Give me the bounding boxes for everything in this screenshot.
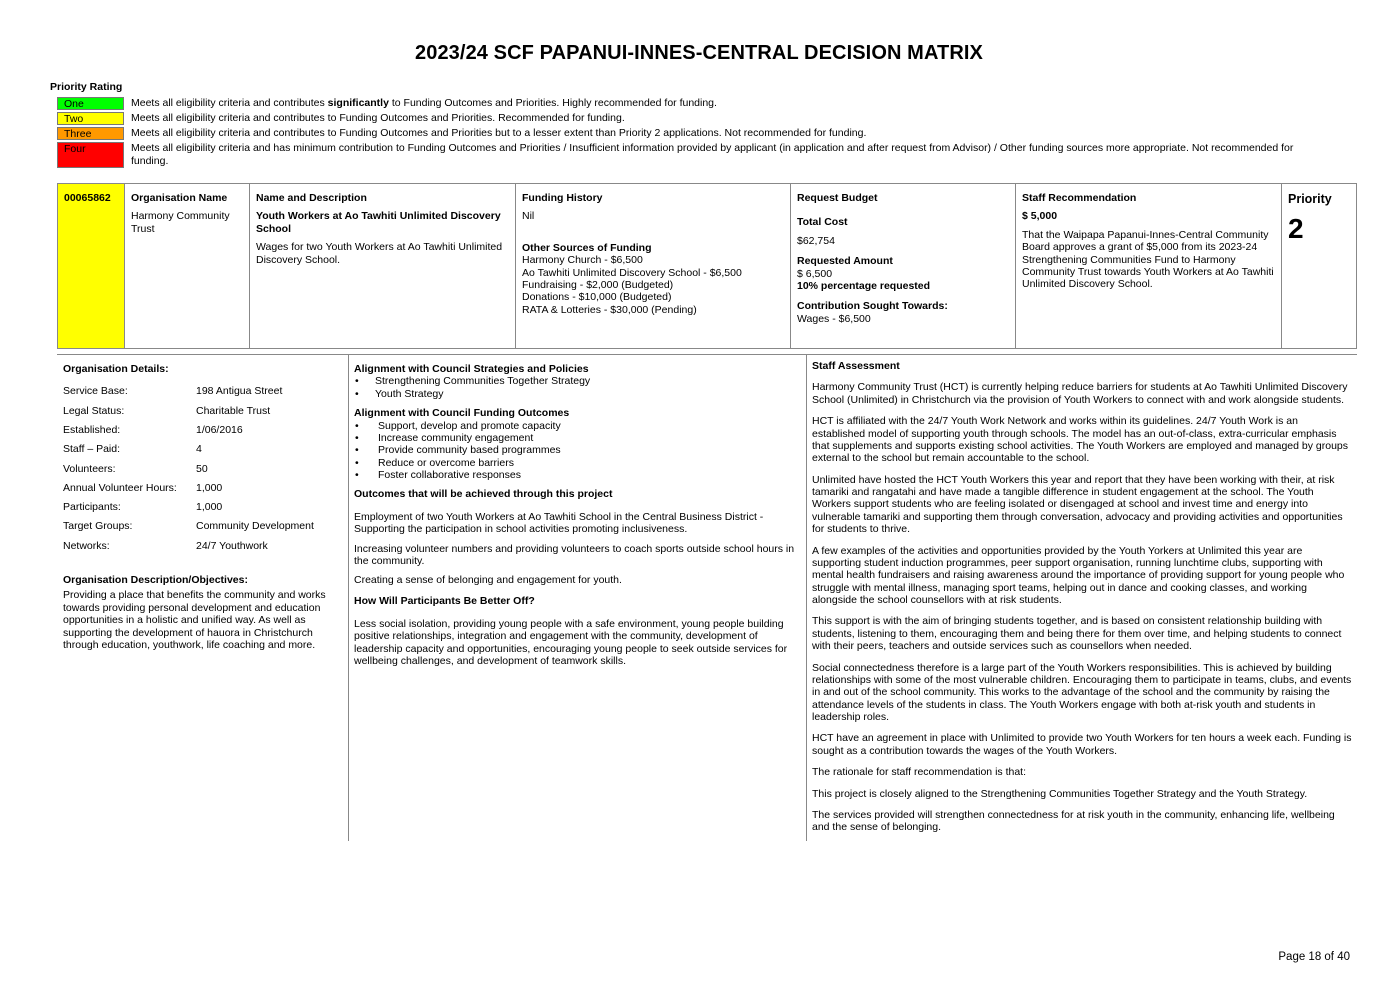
detail-row [63,540,338,559]
detail-value: Community Development [196,520,314,533]
detail-label: Annual Volunteer Hours: [63,481,177,494]
org-name-cell [125,184,250,348]
detail-row [63,463,338,482]
list-item: • Reduce or overcome barriers [354,457,801,469]
total-cost: $62,754 [797,234,835,247]
outcomes-list [354,420,801,482]
project-outcome: Increasing volunteer numbers and providing volunteers to coach sports outside school hours in the community. [354,542,795,567]
other-source-item: RATA & Lotteries - $30,000 (Pending) [522,303,697,316]
detail-row [63,443,338,462]
priority-rating-heading: Priority Rating [50,81,123,93]
request-budget-heading: Request Budget [797,192,878,204]
assessment-paragraph: Social connectedness therefore is a large part of the Youth Workers responsibilities. This is achieved by building relationships with some of the most vulnerable children. Encouraging them to participate in teams, clubs, and events in and out of the school community. This works to the advantage of the school and the community by raising the attendance levels of the students in class. The Youth Workers engage with both at-risk youth and students in leadership roles. [812,661,1352,723]
detail-label: Target Groups: [63,520,133,533]
org-name: Harmony Community Trust [131,210,230,235]
section-divider [57,354,1357,355]
legend-text-two: Meets all eligibility criteria and contributes to Funding Outcomes and Priorities. Recommended for funding. [131,112,625,124]
strategies-heading: Alignment with Council Strategies and Policies [354,363,589,375]
other-source-item: Ao Tawhiti Unlimited Discovery School - $6,500 [522,266,742,279]
org-description: Providing a place that benefits the community and works towards providing personal development and education opportunities in a holistic and unified way. As well as supporting the development of hauora in Christchurch through education, youthwork, life coaching and more. [63,589,326,651]
list-item: • Provide community based programmes [354,444,801,456]
other-source-item: Donations - $10,000 (Budgeted) [522,291,672,304]
detail-label: Staff – Paid: [63,443,121,456]
legend-row-one [57,97,1317,110]
detail-label: Service Base: [63,385,128,398]
organisation-details [63,363,338,651]
requested-amount: $ 6,500 [797,267,833,280]
priority-legend [57,97,1317,170]
name-description-cell [250,184,516,348]
priority-heading: Priority [1288,192,1332,206]
swatch-four: Four [57,142,124,168]
column-divider [806,355,807,841]
alignment-section [354,363,801,668]
legend-row-two [57,112,1317,125]
outcomes-heading: Alignment with Council Funding Outcomes [354,407,570,420]
staff-rec-amount: $ 5,000 [1022,210,1058,223]
detail-label: Legal Status: [63,404,125,417]
legend-row-four [57,142,1317,168]
swatch-three: Three [57,127,124,140]
requested-amount-heading: Requested Amount [797,255,893,268]
staff-recommendation-cell [1016,184,1282,348]
legend-row-three [57,127,1317,140]
detail-label: Volunteers: [63,462,116,475]
contribution-heading: Contribution Sought Towards: [797,300,948,313]
assessment-paragraph: HCT have an agreement in place with Unlimited to provide two Youth Workers for ten hours a week each. Funding is sought as a contribution towards the wages of the Youth Workers. [812,732,1352,757]
list-item: • Strengthening Communities Together Strategy [354,375,801,387]
list-item: • Increase community engagement [354,432,801,444]
assessment-paragraph: Unlimited have hosted the HCT Youth Workers this year and report that they have been working with their, at risk tamariki and rangatahi and have made a tangible difference in student engagement at the school. The Youth Workers support students who are feeling isolated or disengaged at school and invest time and energy into vulnerable tamariki and supporting them through conversation, advocacy and providing activities and opportunities for students to thrive. [812,473,1343,536]
detail-row [63,385,338,404]
priority-cell [1282,184,1356,348]
legend-text-bold: significantly [327,97,389,109]
legend-text-post: to Funding Outcomes and Priorities. Highly recommended for funding. [388,97,717,109]
contribution: Wages - $6,500 [797,312,871,325]
page-title: 2023/24 SCF PAPANUI-INNES-CENTRAL DECISION MATRIX [415,42,983,64]
staff-rec-text: That the Waipapa Papanui-Innes-Central Community Board approves a grant of $5,000 from its 2023-24 Strengthening Communities Fund to Harmony Community Trust towards Youth Workers at Ao Tawhiti Unlimited Discovery School. [1022,228,1274,291]
detail-value: 4 [196,443,202,456]
funding-history: Nil [522,210,535,223]
detail-label: Established: [63,423,121,436]
detail-value: 198 Antigua Street [196,385,283,398]
project-outcome: Creating a sense of belonging and engagement for youth. [354,574,622,587]
detail-row [63,405,338,424]
better-off-text: Less social isolation, providing young people with a safe environment, young people building positive relationships, integration and engagement with the community, development of leadership capacity and opportunities, encouraging young people to seek outside services for wellbeing challenges, and development of teamwork skills. [354,618,788,668]
assessment-paragraph: The rationale for staff recommendation is that: [812,766,1026,779]
legend-text-one [131,97,1317,110]
legend-text-three: Meets all eligibility criteria and contributes to Funding Outcomes and Priorities but to a lesser extent than Priority 2 applications. Not recommended for funding. [131,127,867,139]
detail-value: 1/06/2016 [196,423,243,436]
detail-value: 1,000 [196,481,223,494]
list-item: • Support, develop and promote capacity [354,420,801,432]
detail-row [63,482,338,501]
name-desc-heading: Name and Description [256,192,367,204]
strategies-list [354,375,801,400]
org-name-heading: Organisation Name [131,192,228,204]
detail-value: 24/7 Youthwork [196,539,268,552]
percentage-requested: 10% percentage requested [797,279,931,292]
assessment-paragraph: This support is with the aim of bringing students together, and is based on consistent relationship building with students, listening to them, encouraging them and being there for them over time, and helping students to connect with their peers, teachers and outside services such as counsellors when needed. [812,615,1342,653]
other-source-item: Fundraising - $2,000 (Budgeted) [522,278,674,291]
assessment-paragraph: Harmony Community Trust (HCT) is currently helping reduce barriers for students at Ao Tawhiti Unlimited Discovery School (Unlimited) in Christchurch via the provision of Youth Workers to connect with and work alongside students. [812,381,1348,406]
staff-assessment-heading: Staff Assessment [812,360,900,372]
funding-history-cell [516,184,791,348]
detail-value: Charitable Trust [196,404,271,417]
decision-matrix-row [57,183,1357,349]
application-id: 00065862 [58,184,125,348]
priority-value: 2 [1288,212,1304,244]
list-item: • Foster collaborative responses [354,469,801,481]
project-name: Youth Workers at Ao Tawhiti Unlimited Discovery School [256,210,501,235]
org-desc-heading: Organisation Description/Objectives: [63,574,248,587]
staff-assessment [812,360,1352,834]
other-sources-heading: Other Sources of Funding [522,241,652,254]
detail-label: Participants: [63,501,121,514]
total-cost-heading: Total Cost [797,216,848,229]
column-divider [348,355,349,841]
detail-value: 1,000 [196,501,223,514]
funding-history-heading: Funding History [522,192,603,204]
project-outcome: Employment of two Youth Workers at Ao Tawhiti School in the Central Business District - Supporting the participation in school activities promoting inclusiveness. [354,510,764,536]
assessment-paragraph: The services provided will strengthen connectedness for at risk youth in the community, enhancing life, wellbeing and the sense of belonging. [812,808,1335,834]
detail-value: 50 [196,462,208,475]
detail-label: Networks: [63,539,110,552]
request-budget-cell [791,184,1016,348]
swatch-one: One [57,97,124,110]
assessment-paragraph: HCT is affiliated with the 24/7 Youth Work Network and works within its guidelines. 24/7 Youth Work is an established model of supporting youth through schools. The model has an out-of-class, extra-curricular emphasis that supplements and supports existing school activities. The Youth Workers are employed and managed by groups external to the school but remain accountable to the school. [812,415,1349,465]
swatch-two: Two [57,112,124,125]
legend-text-pre: Meets all eligibility criteria and contributes [131,97,328,109]
project-description: Wages for two Youth Workers at Ao Tawhiti Unlimited Discovery School. [256,241,503,266]
org-details-heading: Organisation Details: [63,363,169,375]
page-number: Page 18 of 40 [1278,951,1350,963]
list-item: • Youth Strategy [354,388,801,400]
other-source-item: Harmony Church - $6,500 [522,254,643,267]
detail-row [63,424,338,443]
assessment-paragraph: This project is closely aligned to the Strengthening Communities Together Strategy and the Youth Strategy. [812,787,1308,800]
detail-row [63,520,338,539]
better-off-heading: How Will Participants Be Better Off? [354,594,535,607]
project-outcomes-heading: Outcomes that will be achieved through this project [354,488,613,501]
assessment-paragraph: A few examples of the activities and opportunities provided by the Youth Yorkers at Unlimited this year are supporting student induction programmes, peer support organisation, running lunchtime clubs, supporting with mental health fundraisers and raising awareness around the importance of providing support for young people who struggle with mental illness, managing sport teams, helping out in dance and cooking classes, and working alongside the school counsellors with at risk students. [812,544,1345,606]
detail-row [63,501,338,520]
legend-text-four: Meets all eligibility criteria and has minimum contribution to Funding Outcomes and Priorities / Insufficient information provided by applicant (in application and after request from Advisor) / Other funding sources more appropriate. Not recommended for funding. [131,142,1294,167]
staff-rec-heading: Staff Recommendation [1022,192,1137,204]
